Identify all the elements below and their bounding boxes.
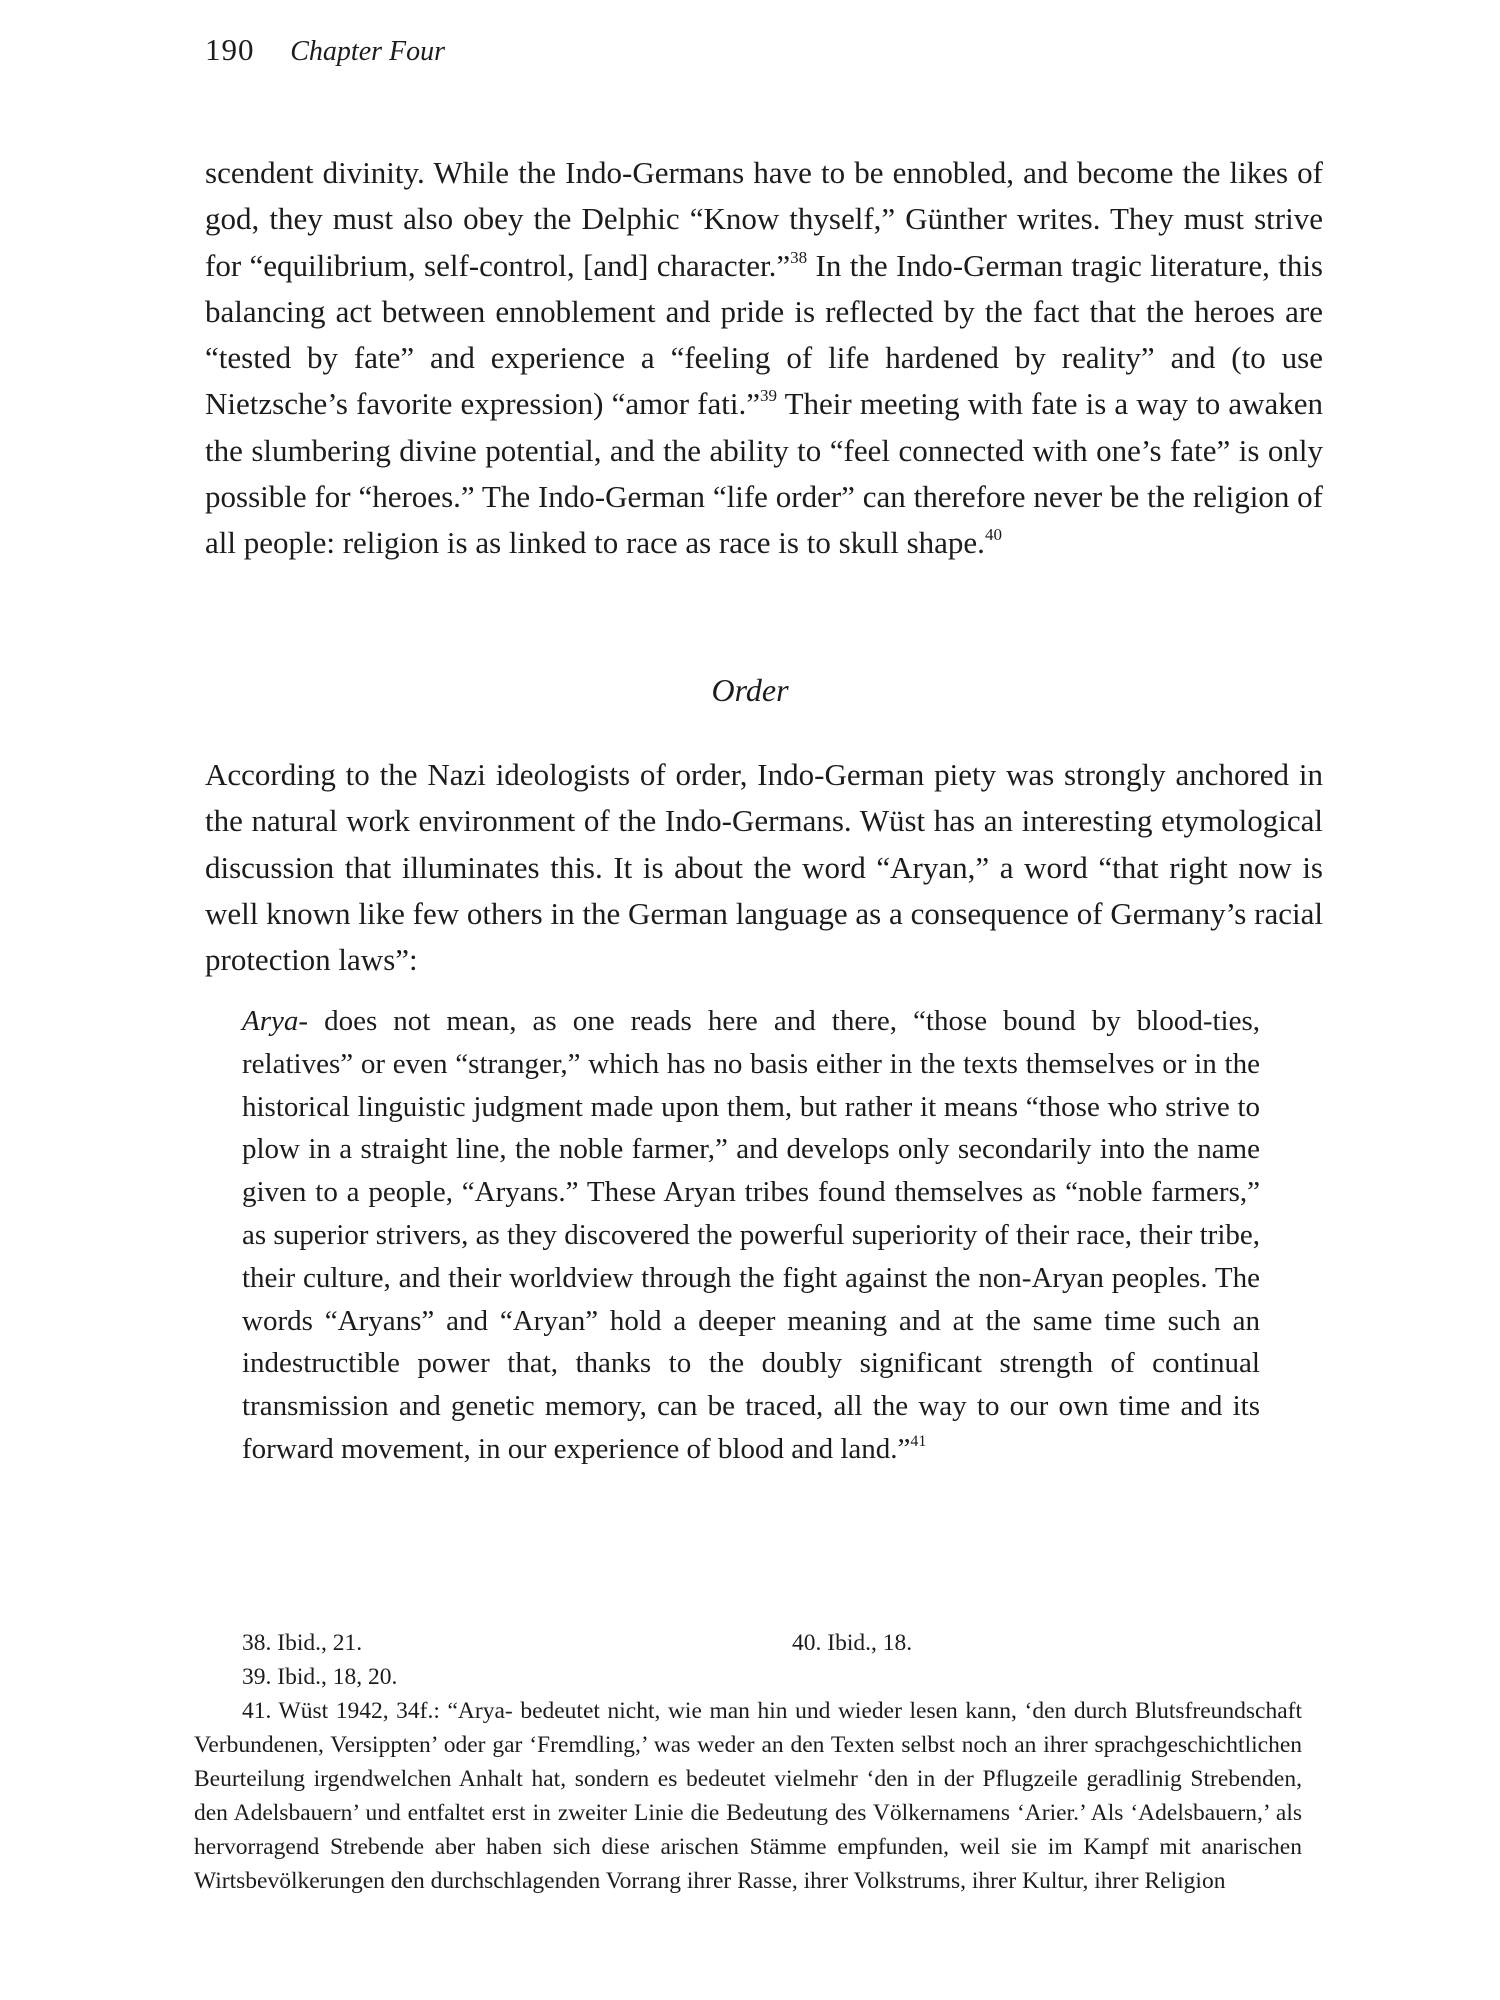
page-number: 190 bbox=[205, 32, 255, 67]
footnote-ref-38[interactable]: 38 bbox=[790, 247, 808, 267]
paragraph-1 bbox=[205, 150, 1323, 567]
p1-text-b: In the Indo-German tragic literature, this balancing act between ennoblement and pride is reflected by the fact that the heroes are “tested by fate” and experience a “feeling of life hardened by reality” and (to use Nietzsche’s favorite expression) “amor fati.” bbox=[205, 247, 1323, 422]
footnote-ref-39[interactable]: 39 bbox=[759, 386, 777, 406]
footnote-40: 40. Ibid., 18. bbox=[792, 1630, 913, 1656]
footnote-41: 41. Wüst 1942, 34f.: “Arya- bedeutet nicht, wie man hin und wieder lesen kann, ‘den durch Blutsfreundschaft Verbundenen, Versippten’ oder gar ‘Fremdling,’ was weder an den Texten selbst noch an ihrer sprachgeschichtlichen Beurteilung irgendwelchen Anhalt hat, sondern es bedeutet vielmehr ‘den in der Pflugzeile geradlinig Strebenden, den Adelsbauern’ und entfaltet erst in zweiter Linie die Bedeutung des Völkernamens ‘Arier.’ Als ‘Adelsbauern,’ als hervorragend Strebende aber haben sich diese arischen Stämme empfunden, weil sie im Kampf mit anarischen Wirtsbevölkerungen den durchschlagenden Vorrang ihrer Rasse, ihrer Volkstrums, ihrer Kultur, ihrer Religion bbox=[194, 1698, 1302, 1894]
p1-text-c: Their meeting with fate is a way to awaken the slumbering divine potential, and the ability to “feel connected with one’s fate” is only possible for “heroes.” The Indo-German “life order” can therefore never be the religion of all people: religion is as linked to race as race is to skull shape. bbox=[205, 386, 1323, 561]
section-heading: Order bbox=[711, 672, 789, 708]
footnote-ref-40[interactable]: 40 bbox=[984, 525, 1002, 545]
footnote-ref-41[interactable]: 41 bbox=[910, 1433, 927, 1451]
paragraph-2: According to the Nazi ideologists of order, Indo-German piety was strongly anchored in the natural work environment of the Indo-Germans. Wüst has an interesting etymological discussion that illuminates this. It is about the word “Aryan,” a word “that right now is well known like few others in the German language as a consequence of Germany’s racial protection laws”: bbox=[205, 757, 1323, 978]
quote-text: does not mean, as one reads here and there, “those bound by blood-ties, relatives” or even “stranger,” which has no basis either in the texts themselves or in the historical linguistic judgment made upon them, but rather it means “those who strive to plow in a straight line, the noble farmer,” and develops only secondarily into the name given to a people, “Aryans.” These Aryan tribes found themselves as “noble farmers,” as superior strivers, as they discovered the powerful superiority of their race, their tribe, their culture, and their worldview through the fight against the non-Aryan peoples. The words “Aryans” and “Aryan” hold a deeper meaning and at the same time such an indestructible power that, thanks to the doubly significant strength of continual transmission and genetic memory, can be traced, all the way to our own time and its forward movement, in our experience of blood and land.” bbox=[242, 1005, 1260, 1465]
running-head bbox=[205, 32, 445, 68]
p1-text-a: scendent divinity. While the Indo-Germans have to be ennobled, and become the likes of god, they must also obey the Delphic “Know thyself,” Günther writes. They must strive for “equilibrium, self-control, [and] character.” bbox=[205, 155, 1323, 283]
block-quote bbox=[242, 1000, 1260, 1471]
chapter-title: Chapter Four bbox=[290, 36, 446, 67]
footnote-39: 39. Ibid., 18, 20. bbox=[242, 1664, 398, 1690]
footnote-38: 38. Ibid., 21. bbox=[242, 1630, 363, 1656]
quote-term: Arya- bbox=[242, 1005, 309, 1037]
